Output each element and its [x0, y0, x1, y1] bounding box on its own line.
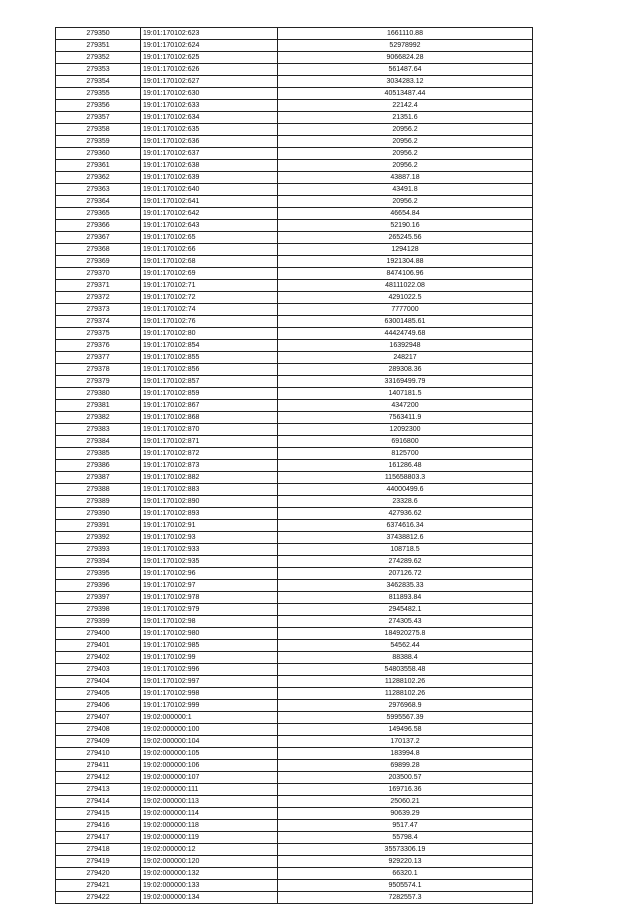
row-number-cell: 279420	[56, 868, 141, 880]
value-cell: 203500.57	[278, 772, 533, 784]
row-number-cell: 279371	[56, 280, 141, 292]
row-number-cell: 279358	[56, 124, 141, 136]
value-cell: 7563411.9	[278, 412, 533, 424]
row-number-cell: 279357	[56, 112, 141, 124]
row-number-cell: 279354	[56, 76, 141, 88]
cadastral-number-cell: 19:01:170102:625	[141, 52, 278, 64]
table-row	[56, 40, 533, 52]
value-cell: 5995567.39	[278, 712, 533, 724]
value-cell: 1661110.88	[278, 28, 533, 40]
cadastral-number-cell: 19:01:170102:980	[141, 628, 278, 640]
cadastral-number-cell: 19:01:170102:65	[141, 232, 278, 244]
row-number-cell: 279381	[56, 400, 141, 412]
row-number-cell: 279391	[56, 520, 141, 532]
row-number-cell: 279393	[56, 544, 141, 556]
value-cell: 44000499.6	[278, 484, 533, 496]
row-number-cell: 279362	[56, 172, 141, 184]
value-cell: 3034283.12	[278, 76, 533, 88]
row-number-cell: 279382	[56, 412, 141, 424]
cadastral-value-table	[55, 27, 533, 904]
cadastral-number-cell: 19:02:000000:105	[141, 748, 278, 760]
row-number-cell: 279365	[56, 208, 141, 220]
cadastral-number-cell: 19:01:170102:883	[141, 484, 278, 496]
cadastral-number-cell: 19:01:170102:74	[141, 304, 278, 316]
table-row	[56, 292, 533, 304]
table-row	[56, 664, 533, 676]
table-row	[56, 364, 533, 376]
row-number-cell: 279376	[56, 340, 141, 352]
row-number-cell: 279394	[56, 556, 141, 568]
value-cell: 274289.62	[278, 556, 533, 568]
table-row	[56, 280, 533, 292]
row-number-cell: 279408	[56, 724, 141, 736]
table-row	[56, 64, 533, 76]
table-row	[56, 52, 533, 64]
value-cell: 7777000	[278, 304, 533, 316]
value-cell: 11288102.26	[278, 676, 533, 688]
value-cell: 1921304.88	[278, 256, 533, 268]
row-number-cell: 279390	[56, 508, 141, 520]
table-row	[56, 820, 533, 832]
cadastral-number-cell: 19:01:170102:93	[141, 532, 278, 544]
value-cell: 6916800	[278, 436, 533, 448]
table-row	[56, 424, 533, 436]
cadastral-number-cell: 19:01:170102:72	[141, 292, 278, 304]
table-row	[56, 652, 533, 664]
cadastral-number-cell: 19:01:170102:855	[141, 352, 278, 364]
cadastral-number-cell: 19:01:170102:91	[141, 520, 278, 532]
row-number-cell: 279353	[56, 64, 141, 76]
value-cell: 427936.62	[278, 508, 533, 520]
table-row	[56, 268, 533, 280]
value-cell: 37438812.6	[278, 532, 533, 544]
value-cell: 44424749.68	[278, 328, 533, 340]
table-row	[56, 760, 533, 772]
row-number-cell: 279378	[56, 364, 141, 376]
table-row	[56, 124, 533, 136]
cadastral-number-cell: 19:01:170102:98	[141, 616, 278, 628]
value-cell: 8474106.96	[278, 268, 533, 280]
cadastral-number-cell: 19:02:000000:1	[141, 712, 278, 724]
cadastral-number-cell: 19:01:170102:638	[141, 160, 278, 172]
value-cell: 52978992	[278, 40, 533, 52]
cadastral-number-cell: 19:01:170102:627	[141, 76, 278, 88]
table-row	[56, 796, 533, 808]
table-row	[56, 196, 533, 208]
row-number-cell: 279396	[56, 580, 141, 592]
row-number-cell: 279366	[56, 220, 141, 232]
row-number-cell: 279409	[56, 736, 141, 748]
value-cell: 170137.2	[278, 736, 533, 748]
table-row	[56, 472, 533, 484]
table-row	[56, 520, 533, 532]
cadastral-number-cell: 19:02:000000:104	[141, 736, 278, 748]
table-row	[56, 352, 533, 364]
cadastral-number-cell: 19:02:000000:106	[141, 760, 278, 772]
cadastral-number-cell: 19:01:170102:96	[141, 568, 278, 580]
table-row	[56, 316, 533, 328]
value-cell: 184920275.8	[278, 628, 533, 640]
row-number-cell: 279419	[56, 856, 141, 868]
cadastral-number-cell: 19:01:170102:871	[141, 436, 278, 448]
table-row	[56, 868, 533, 880]
value-cell: 6374616.34	[278, 520, 533, 532]
table-row	[56, 580, 533, 592]
table-row	[56, 112, 533, 124]
cadastral-number-cell: 19:02:000000:134	[141, 892, 278, 904]
cadastral-number-cell: 19:01:170102:872	[141, 448, 278, 460]
value-cell: 207126.72	[278, 568, 533, 580]
cadastral-number-cell: 19:02:000000:120	[141, 856, 278, 868]
table-row	[56, 496, 533, 508]
row-number-cell: 279389	[56, 496, 141, 508]
cadastral-number-cell: 19:01:170102:996	[141, 664, 278, 676]
cadastral-number-cell: 19:02:000000:107	[141, 772, 278, 784]
row-number-cell: 279410	[56, 748, 141, 760]
table-row	[56, 736, 533, 748]
value-cell: 289308.36	[278, 364, 533, 376]
cadastral-number-cell: 19:01:170102:624	[141, 40, 278, 52]
table-row	[56, 148, 533, 160]
value-cell: 9517.47	[278, 820, 533, 832]
row-number-cell: 279367	[56, 232, 141, 244]
cadastral-number-cell: 19:01:170102:978	[141, 592, 278, 604]
value-cell: 66320.1	[278, 868, 533, 880]
value-cell: 1294128	[278, 244, 533, 256]
value-cell: 43491.8	[278, 184, 533, 196]
row-number-cell: 279398	[56, 604, 141, 616]
value-cell: 149496.58	[278, 724, 533, 736]
value-cell: 88388.4	[278, 652, 533, 664]
table-row	[56, 100, 533, 112]
value-cell: 3462835.33	[278, 580, 533, 592]
cadastral-number-cell: 19:01:170102:933	[141, 544, 278, 556]
value-cell: 20956.2	[278, 136, 533, 148]
value-cell: 25060.21	[278, 796, 533, 808]
cadastral-number-cell: 19:02:000000:119	[141, 832, 278, 844]
table-row	[56, 160, 533, 172]
table-row	[56, 328, 533, 340]
value-cell: 9505574.1	[278, 880, 533, 892]
table-row	[56, 412, 533, 424]
cadastral-number-cell: 19:01:170102:635	[141, 124, 278, 136]
row-number-cell: 279369	[56, 256, 141, 268]
table-row	[56, 340, 533, 352]
value-cell: 248217	[278, 352, 533, 364]
value-cell: 161286.48	[278, 460, 533, 472]
value-cell: 52190.16	[278, 220, 533, 232]
row-number-cell: 279373	[56, 304, 141, 316]
row-number-cell: 279356	[56, 100, 141, 112]
row-number-cell: 279413	[56, 784, 141, 796]
row-number-cell: 279412	[56, 772, 141, 784]
cadastral-number-cell: 19:01:170102:626	[141, 64, 278, 76]
table-row	[56, 400, 533, 412]
table-row	[56, 628, 533, 640]
cadastral-number-cell: 19:02:000000:113	[141, 796, 278, 808]
value-cell: 169716.36	[278, 784, 533, 796]
cadastral-number-cell: 19:01:170102:979	[141, 604, 278, 616]
table-row	[56, 448, 533, 460]
table-row	[56, 772, 533, 784]
value-cell: 929220.13	[278, 856, 533, 868]
cadastral-number-cell: 19:01:170102:643	[141, 220, 278, 232]
row-number-cell: 279416	[56, 820, 141, 832]
table-row	[56, 484, 533, 496]
row-number-cell: 279400	[56, 628, 141, 640]
cadastral-number-cell: 19:01:170102:623	[141, 28, 278, 40]
cadastral-number-cell: 19:01:170102:633	[141, 100, 278, 112]
cadastral-number-cell: 19:01:170102:859	[141, 388, 278, 400]
row-number-cell: 279374	[56, 316, 141, 328]
value-cell: 4347200	[278, 400, 533, 412]
value-cell: 4291022.5	[278, 292, 533, 304]
cadastral-number-cell: 19:01:170102:80	[141, 328, 278, 340]
cadastral-number-cell: 19:01:170102:856	[141, 364, 278, 376]
value-cell: 7282557.3	[278, 892, 533, 904]
cadastral-number-cell: 19:01:170102:634	[141, 112, 278, 124]
value-cell: 20956.2	[278, 196, 533, 208]
table-row	[56, 676, 533, 688]
value-cell: 23328.6	[278, 496, 533, 508]
table-row	[56, 832, 533, 844]
value-cell: 2945482.1	[278, 604, 533, 616]
table-row	[56, 712, 533, 724]
cadastral-number-cell: 19:02:000000:111	[141, 784, 278, 796]
value-cell: 22142.4	[278, 100, 533, 112]
row-number-cell: 279377	[56, 352, 141, 364]
row-number-cell: 279364	[56, 196, 141, 208]
value-cell: 54803558.48	[278, 664, 533, 676]
table-row	[56, 304, 533, 316]
row-number-cell: 279403	[56, 664, 141, 676]
table-row	[56, 376, 533, 388]
value-cell: 63001485.61	[278, 316, 533, 328]
table-row	[56, 220, 533, 232]
cadastral-number-cell: 19:01:170102:66	[141, 244, 278, 256]
row-number-cell: 279418	[56, 844, 141, 856]
table-row	[56, 436, 533, 448]
row-number-cell: 279359	[56, 136, 141, 148]
table-row	[56, 460, 533, 472]
value-cell: 20956.2	[278, 148, 533, 160]
table-row	[56, 784, 533, 796]
table-row	[56, 892, 533, 904]
table-row	[56, 748, 533, 760]
value-cell: 115658803.3	[278, 472, 533, 484]
cadastral-number-cell: 19:01:170102:637	[141, 148, 278, 160]
value-cell: 90639.29	[278, 808, 533, 820]
row-number-cell: 279384	[56, 436, 141, 448]
table-row	[56, 256, 533, 268]
value-cell: 48111022.08	[278, 280, 533, 292]
row-number-cell: 279397	[56, 592, 141, 604]
row-number-cell: 279379	[56, 376, 141, 388]
table-row	[56, 592, 533, 604]
value-cell: 12092300	[278, 424, 533, 436]
value-cell: 33169499.79	[278, 376, 533, 388]
row-number-cell: 279404	[56, 676, 141, 688]
row-number-cell: 279363	[56, 184, 141, 196]
cadastral-number-cell: 19:01:170102:890	[141, 496, 278, 508]
cadastral-number-cell: 19:01:170102:997	[141, 676, 278, 688]
cadastral-number-cell: 19:01:170102:641	[141, 196, 278, 208]
row-number-cell: 279386	[56, 460, 141, 472]
table-row	[56, 640, 533, 652]
row-number-cell: 279407	[56, 712, 141, 724]
cadastral-number-cell: 19:01:170102:867	[141, 400, 278, 412]
value-cell: 35573306.19	[278, 844, 533, 856]
cadastral-number-cell: 19:01:170102:640	[141, 184, 278, 196]
row-number-cell: 279405	[56, 688, 141, 700]
cadastral-number-cell: 19:01:170102:985	[141, 640, 278, 652]
value-cell: 183994.8	[278, 748, 533, 760]
table-row	[56, 136, 533, 148]
row-number-cell: 279361	[56, 160, 141, 172]
value-cell: 20956.2	[278, 124, 533, 136]
table-row	[56, 184, 533, 196]
row-number-cell: 279352	[56, 52, 141, 64]
row-number-cell: 279402	[56, 652, 141, 664]
cadastral-number-cell: 19:01:170102:854	[141, 340, 278, 352]
row-number-cell: 279372	[56, 292, 141, 304]
table-row	[56, 508, 533, 520]
value-cell: 40513487.44	[278, 88, 533, 100]
row-number-cell: 279387	[56, 472, 141, 484]
cadastral-number-cell: 19:02:000000:114	[141, 808, 278, 820]
row-number-cell: 279422	[56, 892, 141, 904]
cadastral-number-cell: 19:02:000000:12	[141, 844, 278, 856]
cadastral-number-cell: 19:01:170102:935	[141, 556, 278, 568]
row-number-cell: 279355	[56, 88, 141, 100]
value-cell: 55798.4	[278, 832, 533, 844]
row-number-cell: 279375	[56, 328, 141, 340]
row-number-cell: 279380	[56, 388, 141, 400]
table-row	[56, 244, 533, 256]
row-number-cell: 279417	[56, 832, 141, 844]
cadastral-number-cell: 19:01:170102:99	[141, 652, 278, 664]
cadastral-number-cell: 19:01:170102:998	[141, 688, 278, 700]
row-number-cell: 279395	[56, 568, 141, 580]
value-cell: 21351.6	[278, 112, 533, 124]
value-cell: 43887.18	[278, 172, 533, 184]
value-cell: 2976968.9	[278, 700, 533, 712]
value-cell: 16392948	[278, 340, 533, 352]
value-cell: 20956.2	[278, 160, 533, 172]
table-row	[56, 172, 533, 184]
value-cell: 265245.56	[278, 232, 533, 244]
table-row	[56, 724, 533, 736]
row-number-cell: 279399	[56, 616, 141, 628]
cadastral-number-cell: 19:01:170102:999	[141, 700, 278, 712]
value-cell: 69899.28	[278, 760, 533, 772]
cadastral-number-cell: 19:01:170102:97	[141, 580, 278, 592]
table-row	[56, 616, 533, 628]
cadastral-number-cell: 19:01:170102:76	[141, 316, 278, 328]
cadastral-number-cell: 19:02:000000:133	[141, 880, 278, 892]
table-row	[56, 76, 533, 88]
table-row	[56, 544, 533, 556]
cadastral-number-cell: 19:01:170102:68	[141, 256, 278, 268]
value-cell: 54562.44	[278, 640, 533, 652]
cadastral-number-cell: 19:01:170102:71	[141, 280, 278, 292]
table-row	[56, 556, 533, 568]
row-number-cell: 279392	[56, 532, 141, 544]
table-row	[56, 28, 533, 40]
row-number-cell: 279383	[56, 424, 141, 436]
row-number-cell: 279350	[56, 28, 141, 40]
row-number-cell: 279360	[56, 148, 141, 160]
table-row	[56, 568, 533, 580]
row-number-cell: 279401	[56, 640, 141, 652]
row-number-cell: 279411	[56, 760, 141, 772]
value-cell: 11288102.26	[278, 688, 533, 700]
value-cell: 108718.5	[278, 544, 533, 556]
table-row	[56, 88, 533, 100]
cadastral-number-cell: 19:01:170102:639	[141, 172, 278, 184]
cadastral-number-cell: 19:01:170102:873	[141, 460, 278, 472]
value-cell: 274305.43	[278, 616, 533, 628]
row-number-cell: 279370	[56, 268, 141, 280]
cadastral-number-cell: 19:01:170102:893	[141, 508, 278, 520]
table-row	[56, 688, 533, 700]
cadastral-number-cell: 19:01:170102:868	[141, 412, 278, 424]
value-cell: 8125700	[278, 448, 533, 460]
cadastral-number-cell: 19:01:170102:636	[141, 136, 278, 148]
row-number-cell: 279385	[56, 448, 141, 460]
table-row	[56, 208, 533, 220]
row-number-cell: 279351	[56, 40, 141, 52]
table-row	[56, 856, 533, 868]
table-row	[56, 388, 533, 400]
table-row	[56, 844, 533, 856]
cadastral-number-cell: 19:01:170102:642	[141, 208, 278, 220]
value-cell: 46654.84	[278, 208, 533, 220]
table-row	[56, 808, 533, 820]
table-row	[56, 232, 533, 244]
table-row	[56, 604, 533, 616]
table-row	[56, 880, 533, 892]
row-number-cell: 279415	[56, 808, 141, 820]
cadastral-number-cell: 19:01:170102:870	[141, 424, 278, 436]
value-cell: 9066824.28	[278, 52, 533, 64]
row-number-cell: 279421	[56, 880, 141, 892]
value-cell: 1407181.5	[278, 388, 533, 400]
table-body	[56, 28, 533, 904]
cadastral-number-cell: 19:01:170102:857	[141, 376, 278, 388]
row-number-cell: 279388	[56, 484, 141, 496]
table-row	[56, 700, 533, 712]
cadastral-number-cell: 19:01:170102:69	[141, 268, 278, 280]
cadastral-number-cell: 19:02:000000:132	[141, 868, 278, 880]
cadastral-number-cell: 19:01:170102:630	[141, 88, 278, 100]
cadastral-number-cell: 19:02:000000:118	[141, 820, 278, 832]
row-number-cell: 279414	[56, 796, 141, 808]
row-number-cell: 279368	[56, 244, 141, 256]
row-number-cell: 279406	[56, 700, 141, 712]
table-row	[56, 532, 533, 544]
value-cell: 561487.64	[278, 64, 533, 76]
cadastral-number-cell: 19:01:170102:882	[141, 472, 278, 484]
value-cell: 811893.84	[278, 592, 533, 604]
cadastral-number-cell: 19:02:000000:100	[141, 724, 278, 736]
